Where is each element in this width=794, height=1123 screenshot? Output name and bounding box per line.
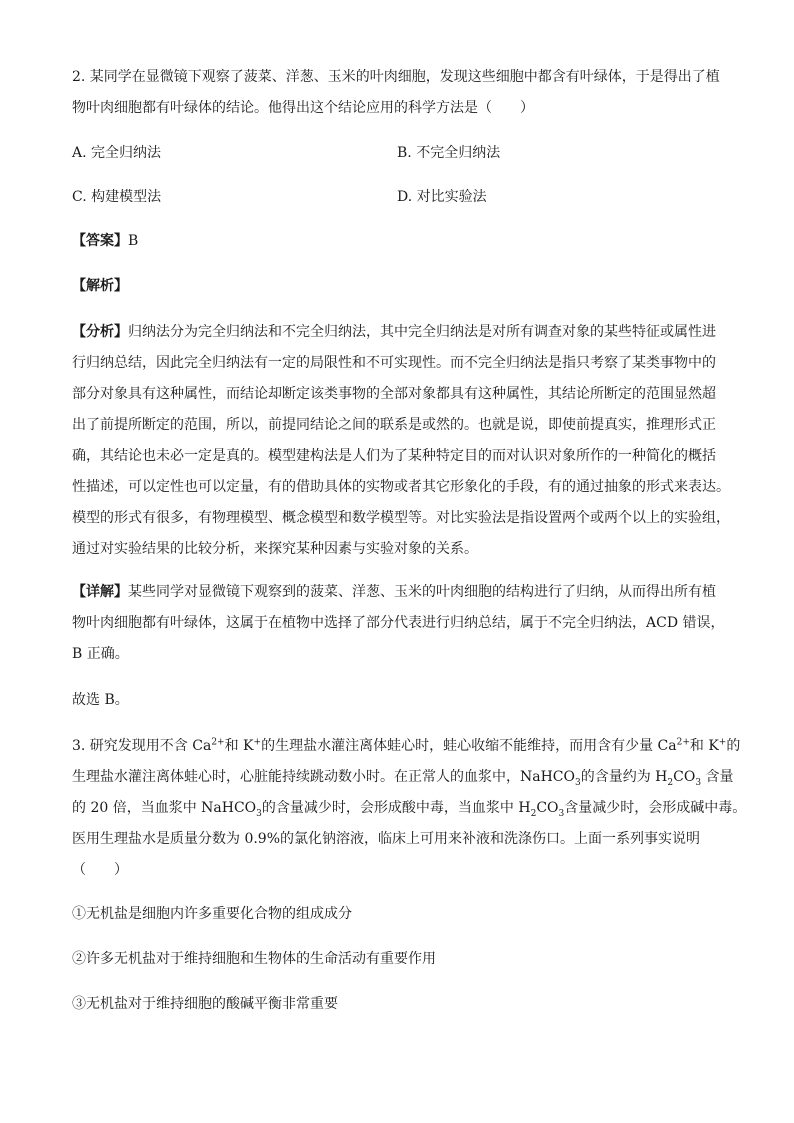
q3-sub: 2 (530, 808, 537, 819)
q3-text: 的生理盐水灌注离体蛙心时，蛙心收缩不能维持，而用含有少量 Ca (261, 738, 677, 754)
analysis-heading-label: 【解析】 (72, 278, 128, 294)
q3-sub: 2 (667, 777, 674, 788)
fenxi-line: 通过对实验结果的比较分析，来探究某种因素与实验对象的关系。 (72, 541, 478, 557)
q3-text: 生理盐水灌注离体蛙心时，心脏能持续跳动数小时。在正常人的血浆中，NaHCO (72, 769, 575, 785)
q3-sub: 3 (256, 808, 262, 819)
q3-text: 的含量约为 H (580, 769, 668, 785)
fenxi-line: 确，其结论也未必一定是真的。模型建构法是人们为了某种特定目的而对认识对象所作的一种简化的概括 (72, 448, 716, 464)
xiangjie-line (72, 577, 722, 608)
xiangjie-paragraph (72, 577, 725, 670)
fenxi-paragraph (72, 317, 730, 565)
fenxi-line: 性描述，可以定性也可以定量，有的借助具体的实物或者其它形象化的手段，有的通过抽象的形式来表达。 (72, 479, 730, 495)
statement-3: ③无机盐对于维持细胞的酸碱平衡非常重要 (72, 996, 338, 1012)
answer-label: 【答案】 (72, 233, 128, 249)
q3-sub: 3 (695, 777, 702, 788)
question-2-stem-line: 2. 某同学在显微镜下观察了菠菜、洋葱、玉米的叶肉细胞，发现这些细胞中都含有叶绿体，于是得出了植 (72, 69, 720, 85)
fenxi-text: 归纳法分为完全归纳法和不完全归纳法，其中完全归纳法是对所有调查对象的某些特征或属性进 (128, 324, 716, 340)
xiangjie-line: B 正确。 (72, 646, 129, 662)
question-3-line (72, 793, 747, 824)
question-3-stem (72, 731, 747, 886)
question-3-line (72, 762, 734, 793)
option-c: C. 构建模型法 (72, 189, 162, 205)
q3-text: 的含量减少时，会形成酸中毒，当血浆中 H (261, 800, 531, 816)
conclusion: 故选 B。 (72, 692, 129, 708)
answer-line (72, 231, 138, 251)
question-3-line (72, 731, 741, 762)
q3-text: CO (673, 769, 696, 785)
statement-2: ②许多无机盐对于维持细胞和生物体的生命活动有重要作用 (72, 951, 436, 967)
xiangjie-line: 物叶肉细胞都有叶绿体，这属于在植物中选择了部分代表进行归纳总结，属于不完全归纳法，ACD 错误， (72, 615, 725, 631)
q3-sup: 2+ (676, 737, 690, 748)
question-2-stem-line: 物叶肉细胞都有叶绿体的结论。他得出这个结论应用的科学方法是（ ） (72, 100, 534, 116)
q3-text: 含量 (701, 769, 734, 785)
q3-text: 3. 研究发现用不含 Ca (72, 738, 212, 754)
q3-text: 和 K (224, 738, 254, 754)
statement-1: ①无机盐是细胞内许多重要化合物的组成成分 (72, 906, 352, 922)
q3-text: 含量减少时，会形成碱中毒。 (564, 800, 747, 816)
question-2-stem (72, 62, 722, 124)
answer-value: B (128, 233, 139, 249)
q3-text: 的 20 倍，当血浆中 NaHCO (72, 800, 257, 816)
q3-text: 和 K (689, 738, 719, 754)
question-3-line: （ ） (72, 862, 128, 878)
xiangjie-label: 【详解】 (72, 584, 128, 600)
q3-sup: + (253, 737, 262, 748)
fenxi-line: 出了前提所断定的范围，所以，前提同结论之间的联系是或然的。也就是说，即使前提真实，推理形式正 (72, 417, 716, 433)
q3-sup: 2+ (211, 737, 225, 748)
option-b: B. 不完全归纳法 (397, 145, 501, 161)
fenxi-line: 行归纳总结，因此完全归纳法有一定的局限性和不可实现性。而不完全归纳法是指只考察了某类事物中的 (72, 355, 716, 371)
xiangjie-text: 某些同学对显微镜下观察到的菠菜、洋葱、玉米的叶肉细胞的结构进行了归纳，从而得出所有植 (128, 584, 716, 600)
fenxi-label: 【分析】 (72, 324, 128, 340)
q3-sub: 3 (575, 777, 581, 788)
q3-sup: + (718, 737, 727, 748)
fenxi-line: 部分对象具有这种属性，而结论却断定该类事物的全部对象都具有这种属性，其结论所断定的范围显然超 (72, 386, 716, 402)
q3-text: 的 (726, 738, 741, 754)
option-a: A. 完全归纳法 (72, 145, 162, 161)
question-3-line: 医用生理盐水是质量分数为 0.9%的氯化钠溶液，临床上可用来补液和洗涤伤口。上面一系列事实说明 (72, 831, 701, 847)
fenxi-line (72, 317, 722, 348)
analysis-heading (72, 276, 128, 296)
fenxi-line: 模型的形式有很多，有物理模型、概念模型和数学模型等。对比实验法是指设置两个或两个以上的实验组， (72, 510, 730, 526)
q3-sub: 3 (558, 808, 565, 819)
q3-text: CO (536, 800, 559, 816)
option-d: D. 对比实验法 (397, 189, 487, 205)
